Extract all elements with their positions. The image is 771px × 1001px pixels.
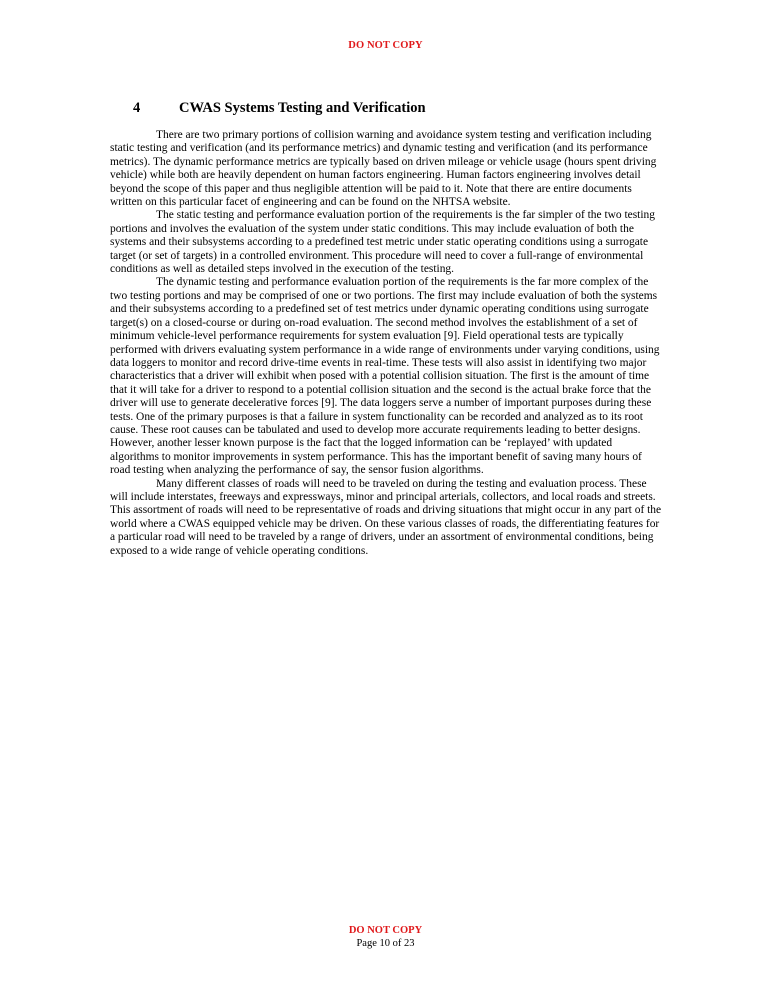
paragraph: The static testing and performance evaluation portion of the requirements is the far simpler of the two testing portions and involves the evaluation of the system under static conditions. This may include evaluation of both the systems and their subsystems according to a predefined test metric under static operating conditions using a surrogate target (or set of targets) in a controlled environment. This procedure will need to cover a full-range of environmental conditions as well as detailed steps involved in the execution of the testing. (110, 209, 655, 276)
section-heading (133, 100, 426, 117)
section-body (110, 129, 662, 558)
page-number: Page 10 of 23 (356, 938, 415, 949)
page-footer (0, 924, 771, 950)
paragraph: There are two primary portions of collision warning and avoidance system testing and verification including static testing and verification (and its performance metrics) and dynamic testing and verification (and its performance metrics). The dynamic performance metrics are typically based on driven mileage or vehicle usage (hours spent driving vehicle) while both are heavily dependent on human factors engineering. Human factors engineering involves detail beyond the scope of this paper and thus negligible attention will be paid to it. Note that there are entire documents written on this particular facet of engineering and can be found on the NHTSA website. (110, 129, 657, 209)
section-title: CWAS Systems Testing and Verification (179, 100, 426, 116)
paragraph: The dynamic testing and performance evaluation portion of the requirements is the far more complex of the two testing portions and may be comprised of one or two portions. The first may include evaluation of both the systems and their subsystems according to a predefined set of test metrics under dynamic operating conditions using surrogate target(s) on a closed-course or during on-road evaluation. The second method involves the establishment of a set of minimum vehicle-level performance requirements for system evaluation [9]. Field operational tests are typically performed with drivers evaluating system performance in a wide range of environments under varying conditions, using data loggers to monitor and record drive-time events in real-time. These tests will also assist in identifying two major characteristics that a driver will exhibit when posed with a potential collision situation. The first is the amount of time that it will take for a driver to respond to a potential collision situation and the second is the actual brake force that the driver will use to generate decelerative forces [9]. The data loggers serve a number of important purposes during these tests. One of the primary purposes is that a failure in system functionality can be recorded and analyzed as to its root cause. These root causes can be tabulated and used to develop more accurate requirements leading to better designs. However, another lesser known purpose is the fact that the logged information can be ‘replayed’ with updated algorithms to monitor improvements in system performance. This has the important benefit of saving many hours of road testing when analyzing the performance of say, the sensor fusion algorithms. (110, 276, 660, 477)
section-number: 4 (133, 100, 141, 116)
paragraph: Many different classes of roads will need to be traveled on during the testing and evaluation process. These will include interstates, freeways and expressways, minor and principal arterials, collectors, and local roads and streets. This assortment of roads will need to be representative of roads and driving situations that might occur in any part of the world where a CWAS equipped vehicle may be driven. On these various classes of roads, the differentiating features for a particular road will need to be traveled by a range of drivers, under an assortment of environmental conditions, being exposed to a wide range of vehicle operating conditions. (110, 477, 662, 557)
header-watermark: DO NOT COPY (348, 40, 423, 51)
footer-watermark: DO NOT COPY (348, 925, 423, 936)
